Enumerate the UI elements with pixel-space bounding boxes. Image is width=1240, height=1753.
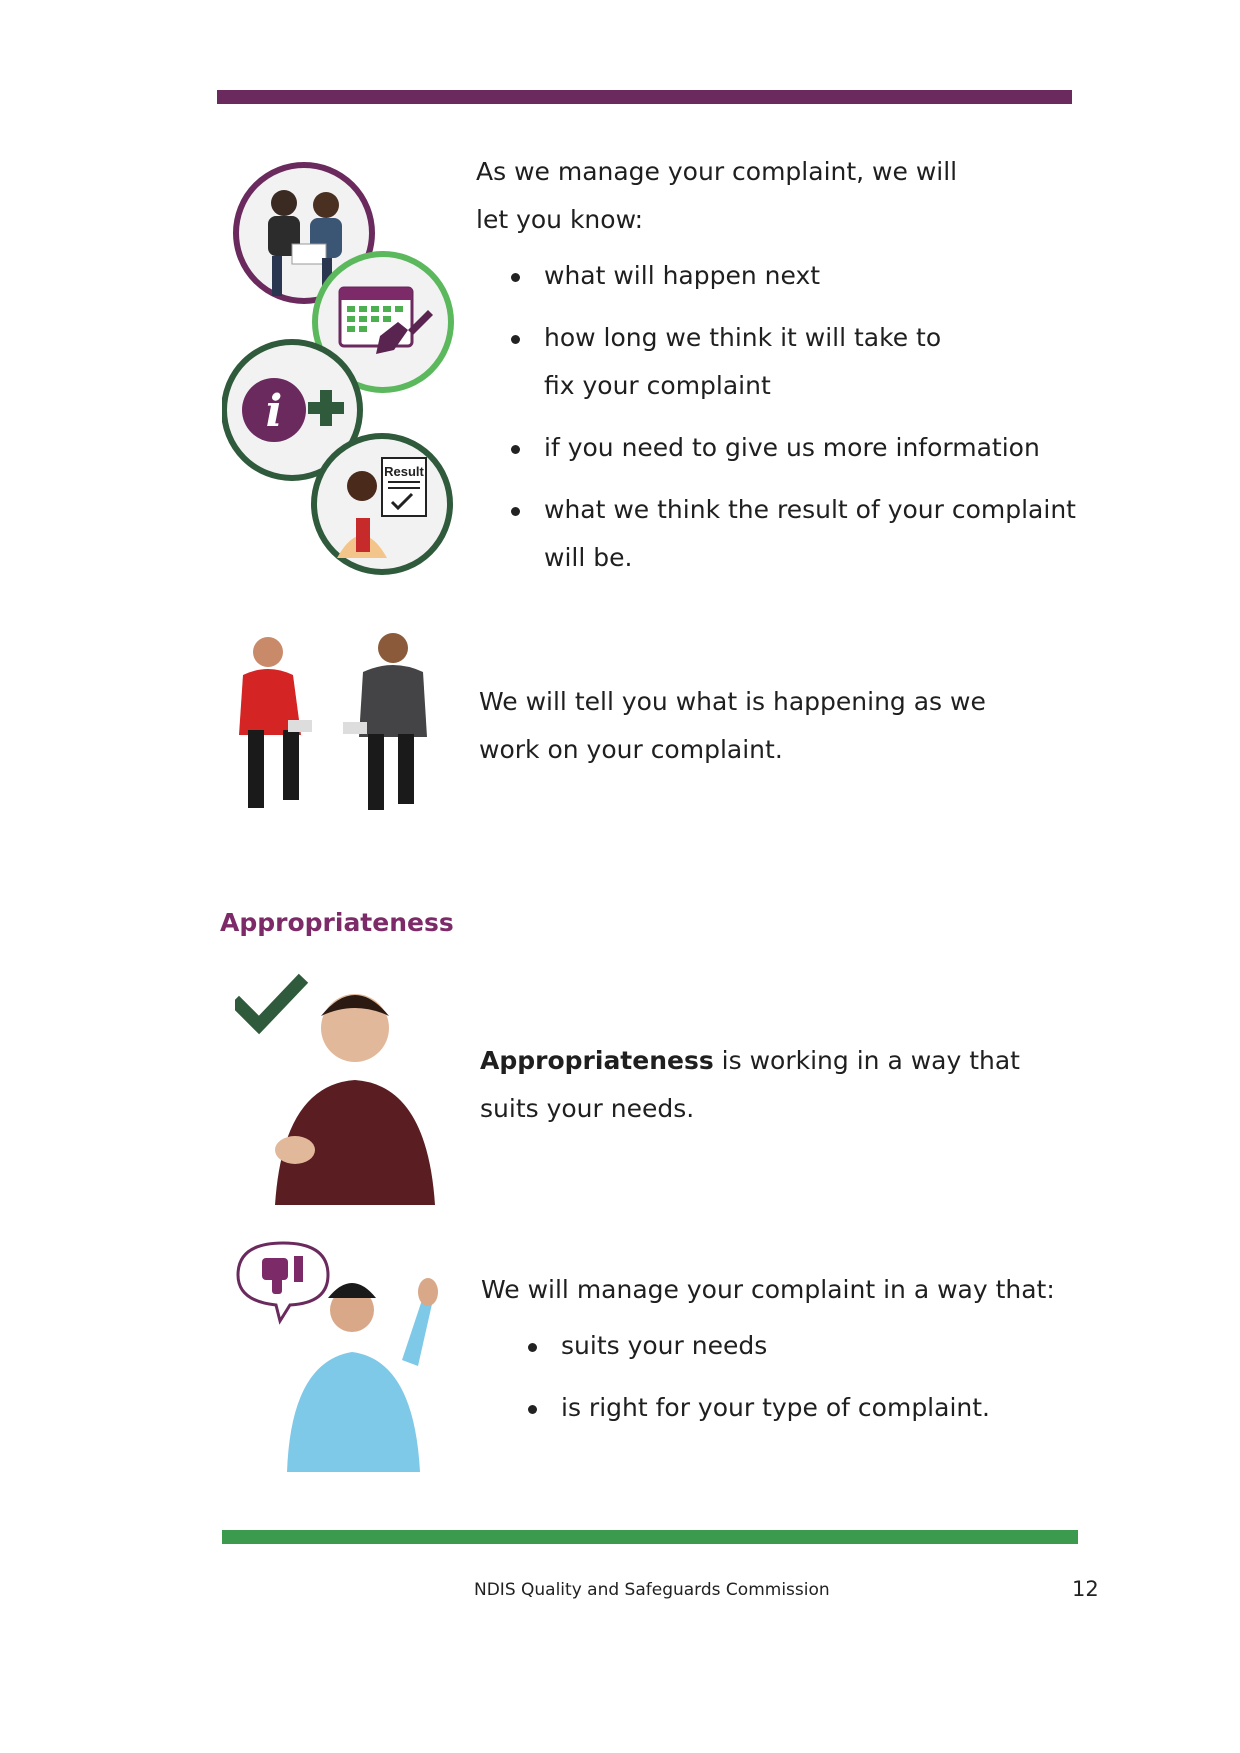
man-thumbs-down-image [232,1240,462,1472]
page-number: 12 [1072,1577,1099,1601]
footer-organisation: NDIS Quality and Safeguards Commission [474,1580,830,1600]
section4-intro: We will manage your complaint in a way that: [481,1275,1055,1304]
complaint-process-illustration [222,158,462,583]
list-item: suits your needs [493,1322,1081,1370]
appropriateness-term: Appropriateness [480,1046,714,1075]
section1-bullets [476,252,1076,582]
section3-text [480,1037,1040,1133]
section1-intro: As we manage your complaint, we will let you know: [476,157,958,234]
section4-text [481,1266,1081,1446]
man-pointing-image [235,970,460,1205]
appropriateness-heading: Appropriateness [220,908,454,937]
list-item: is right for your type of complaint. [493,1384,1081,1432]
two-people-talking-image [238,630,448,830]
list-item: what we think the result of your complaint will be. [476,486,1076,582]
top-divider-bar [217,90,1072,104]
list-item: what will happen next [476,252,1076,300]
bottom-divider-bar [222,1530,1078,1544]
result-label: Result [384,464,424,479]
list-item: if you need to give us more information [476,424,1076,472]
section2-text: We will tell you what is happening as we work on your complaint. [479,687,986,764]
list-item: how long we think it will take to fix your complaint [476,314,964,410]
appropriateness-definition: is working in a way that suits your needs. [480,1046,1020,1123]
check-icon [239,983,299,1025]
section1-text [476,148,1076,596]
section4-bullets [493,1322,1081,1432]
svg-text:i: i [265,386,283,437]
